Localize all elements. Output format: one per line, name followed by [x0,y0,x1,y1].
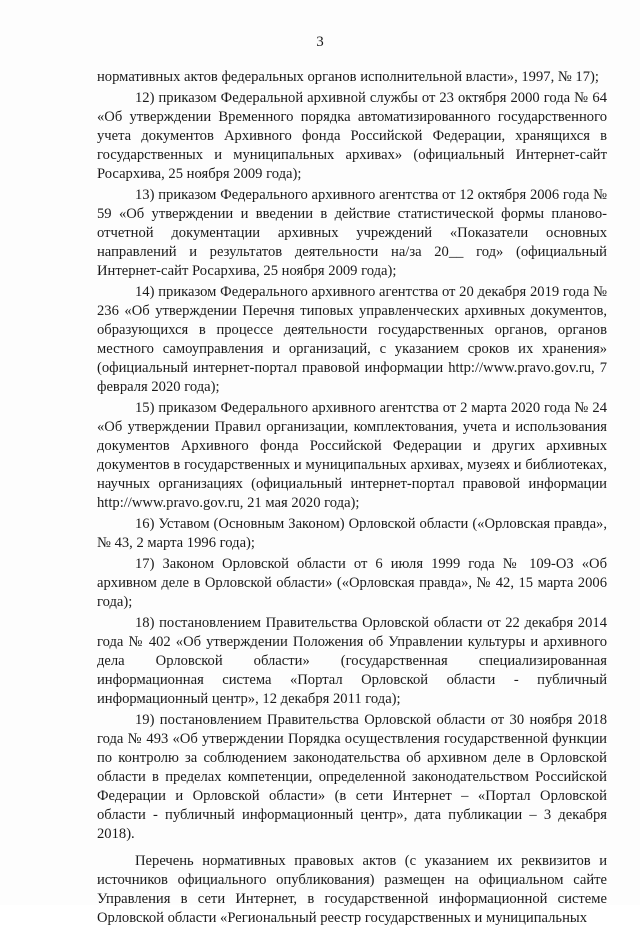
list-item-13: 13) приказом Федерального архивного агентства от 12 октября 2006 года № 59 «Об утверждении и введении в действие статистической формы планово-отчетной документации архивных учреждений «Показатели основных направлений и результатов деятельности на/за 20__ год» (официальный Интернет-сайт Росархива, 25 ноября 2009 года); [97,187,607,279]
list-item-14: 14) приказом Федерального архивного агентства от 20 декабря 2019 года № 236 «Об утверждении Перечня типовых управленческих архивных документов, образующихся в процессе деятельности государственных органов, органов местного самоуправления и организаций, с указанием сроков их хранения» (официальный интернет-портал правовой информации http://www.pravo.gov.ru, 7 февраля 2020 года); [97,284,607,395]
closing-paragraph: Перечень нормативных правовых актов (с указанием их реквизитов и источников официального опубликования) размещен на официальном сайте Управления в сети Интернет, в государственной информационной системе Орловской области «Региональный реестр государственных и муниципальных [97,853,607,926]
list-item-18: 18) постановлением Правительства Орловской области от 22 декабря 2014 года № 402 «Об утверждении Положения об Управлении культуры и архивного дела Орловской области» (государственная специализированная информационная система «Портал Орловской области - публичный информационный центр», 12 декабря 2011 года); [97,615,607,707]
page-number: 3 [316,34,324,50]
list-item-12: 12) приказом Федеральной архивной службы от 23 октября 2000 года № 64 «Об утверждении Временного порядка автоматизированного государственного учета документов Архивного фонда Российской Федерации, хранящихся в государственных и муниципальных архивах» (официальный Интернет-сайт Росархива, 25 ноября 2009 года); [97,90,607,182]
document-body [97,68,607,930]
list-item-15: 15) приказом Федерального архивного агентства от 2 марта 2020 года № 24 «Об утверждении Правил организации, комплектования, учета и использования документов Архивного фонда Российской Федерации и других архивных документов в государственных и муниципальных архивах, музеях и библиотеках, научных организациях (официальный интернет-портал правовой информации http://www.pravo.gov.ru, 21 мая 2020 года); [97,400,607,511]
paragraph-continuation: нормативных актов федеральных органов исполнительной власти», 1997, № 17); [97,69,599,85]
list-item-17: 17) Законом Орловской области от 6 июля 1999 года № 109-ОЗ «Об архивном деле в Орловской области» («Орловская правда», № 42, 15 марта 2006 года); [97,556,607,610]
list-item-19: 19) постановлением Правительства Орловской области от 30 ноября 2018 года № 493 «Об утверждении Порядка осуществления государственной функции по контролю за соблюдением законодательства об архивном деле в Орловской области в пределах компетенции, определенной законодательством Российской Федерации и Орловской области» (в сети Интернет – «Портал Орловской области - публичный информационный центр», дата публикации – 3 декабря 2018). [97,712,607,842]
list-item-16: 16) Уставом (Основным Законом) Орловской области («Орловская правда», № 43, 2 марта 1996 года); [97,516,607,551]
